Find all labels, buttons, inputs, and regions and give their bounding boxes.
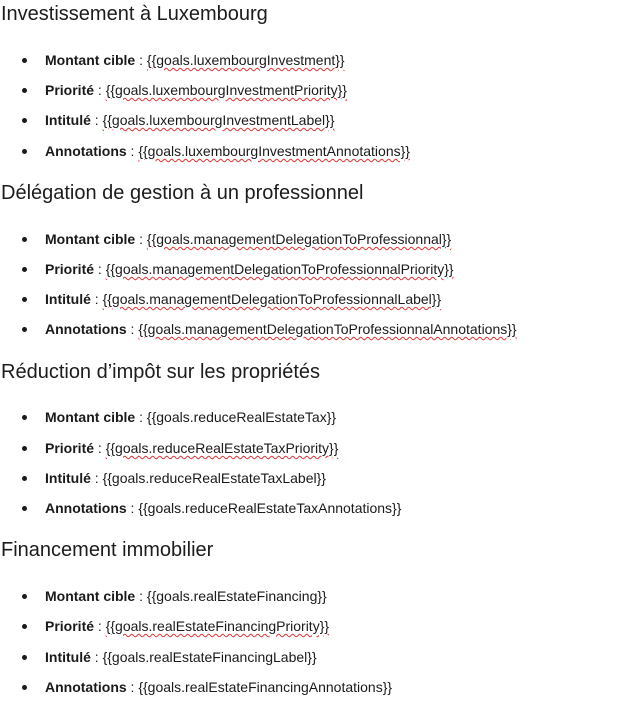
bullet-icon — [22, 594, 27, 599]
item-value[interactable]: {{goals.luxembourgInvestmentLabel}} — [102, 112, 335, 128]
section-heading: Réduction d’impôt sur les propriétés — [1, 361, 321, 383]
bullet-icon — [22, 446, 27, 451]
item-value[interactable]: {{goals.reduceRealEstateTax}} — [146, 409, 337, 425]
item-separator: : — [135, 231, 147, 247]
item-label: Montant cible — [45, 409, 136, 425]
list-item — [22, 319, 517, 339]
item-separator: : — [126, 143, 139, 159]
item-label: Montant cible — [45, 588, 136, 604]
section-heading: Financement immobilier — [1, 539, 214, 561]
item-label: Priorité — [45, 82, 95, 98]
item-label: Montant cible — [45, 231, 136, 247]
item-separator: : — [90, 291, 103, 307]
bullet-icon — [22, 118, 27, 123]
bullet-icon — [22, 655, 27, 660]
list-item — [22, 141, 410, 161]
list-item — [22, 407, 336, 427]
item-value[interactable]: {{goals.realEstateFinancingLabel}} — [102, 649, 317, 665]
item-separator: : — [135, 409, 147, 425]
item-label: Intitulé — [45, 649, 91, 665]
item-value[interactable]: {{goals.realEstateFinancingAnnotations}} — [138, 679, 393, 695]
list-item — [22, 677, 392, 697]
item-value[interactable]: {{goals.managementDelegationToProfessionnalPriority}} — [105, 261, 454, 277]
item-separator: : — [94, 82, 106, 98]
bullet-icon — [22, 506, 27, 511]
item-label: Intitulé — [45, 470, 91, 486]
item-separator: : — [135, 588, 147, 604]
list-item — [22, 647, 317, 667]
item-label: Priorité — [45, 261, 95, 277]
item-separator: : — [126, 321, 139, 337]
bullet-icon — [22, 297, 27, 302]
item-separator: : — [94, 261, 106, 277]
item-label: Priorité — [45, 440, 95, 456]
bullet-icon — [22, 415, 27, 420]
item-separator: : — [90, 112, 103, 128]
item-value[interactable]: {{goals.luxembourgInvestmentAnnotations}} — [138, 143, 410, 159]
item-separator: : — [126, 679, 139, 695]
item-separator: : — [126, 500, 139, 516]
item-separator: : — [90, 470, 103, 486]
bullet-icon — [22, 685, 27, 690]
item-value[interactable]: {{goals.realEstateFinancing}} — [146, 588, 327, 604]
item-separator: : — [90, 649, 103, 665]
item-separator: : — [94, 440, 106, 456]
item-label: Montant cible — [45, 52, 136, 68]
item-separator: : — [94, 618, 106, 634]
section-heading: Investissement à Luxembourg — [1, 3, 268, 25]
bullet-icon — [22, 149, 27, 154]
item-label: Annotations — [45, 679, 127, 695]
item-value[interactable]: {{goals.realEstateFinancingPriority}} — [105, 618, 330, 634]
bullet-icon — [22, 237, 27, 242]
item-label: Annotations — [45, 500, 127, 516]
list-item — [22, 229, 451, 249]
bullet-icon — [22, 58, 27, 63]
item-label: Priorité — [45, 618, 95, 634]
bullet-icon — [22, 327, 27, 332]
list-item — [22, 110, 335, 130]
list-item — [22, 468, 326, 488]
item-label: Intitulé — [45, 112, 91, 128]
list-item — [22, 498, 401, 518]
item-value[interactable]: {{goals.managementDelegationToProfessionnal}} — [146, 231, 452, 247]
section-heading: Délégation de gestion à un professionnel — [1, 182, 364, 204]
item-label: Annotations — [45, 143, 127, 159]
bullet-icon — [22, 88, 27, 93]
item-value[interactable]: {{goals.managementDelegationToProfessionnalLabel}} — [102, 291, 442, 307]
item-value[interactable]: {{goals.luxembourgInvestmentPriority}} — [105, 82, 347, 98]
list-item — [22, 616, 329, 636]
list-item — [22, 80, 347, 100]
item-value[interactable]: {{goals.luxembourgInvestment}} — [146, 52, 345, 68]
list-item — [22, 50, 345, 70]
item-value[interactable]: {{goals.reduceRealEstateTaxLabel}} — [102, 470, 326, 486]
list-item — [22, 438, 338, 458]
bullet-icon — [22, 267, 27, 272]
bullet-icon — [22, 476, 27, 481]
list-item — [22, 259, 454, 279]
item-value[interactable]: {{goals.reduceRealEstateTaxPriority}} — [105, 440, 339, 456]
bullet-icon — [22, 624, 27, 629]
item-value[interactable]: {{goals.reduceRealEstateTaxAnnotations}} — [138, 500, 402, 516]
item-label: Annotations — [45, 321, 127, 337]
list-item — [22, 289, 441, 309]
list-item — [22, 586, 327, 606]
item-separator: : — [135, 52, 147, 68]
item-value[interactable]: {{goals.managementDelegationToProfessionnalAnnotations}} — [138, 321, 517, 337]
item-label: Intitulé — [45, 291, 91, 307]
